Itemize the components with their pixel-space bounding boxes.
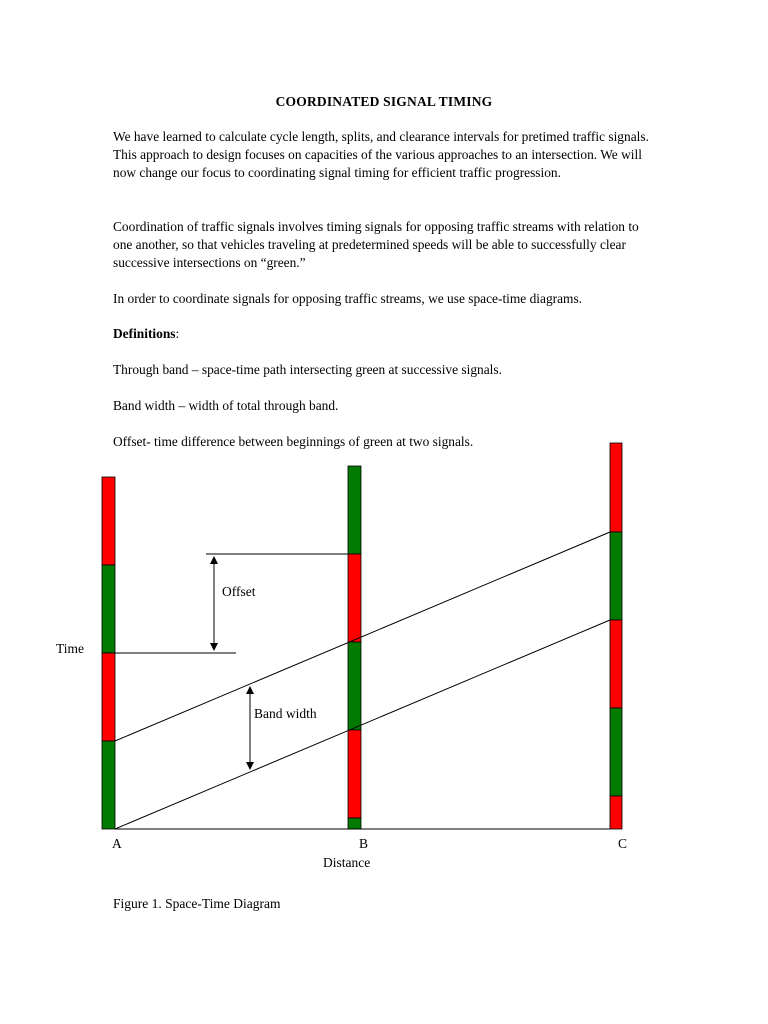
signal-c-green-phase-2 <box>610 708 622 796</box>
signal-c-green-phase-1 <box>610 532 622 620</box>
distance-axis-label: Distance <box>323 855 371 870</box>
signal-a-label: A <box>112 836 122 851</box>
signal-a-red-phase-2 <box>102 653 115 741</box>
signal-c-label: C <box>618 836 628 851</box>
signal-a-green-phase-2 <box>102 741 115 829</box>
figure-caption: Figure 1. Space-Time Diagram <box>113 896 281 911</box>
offset-label: Offset <box>222 584 256 599</box>
definitions-colon: : <box>175 326 180 341</box>
through-band-lower-line <box>115 620 610 829</box>
intro-paragraph: We have learned to calculate cycle length, splits, and clearance intervals for pretimed traffic signals. This approach to design focuses on capacities of the various approaches to an intersection. We will now change our focus to coordinating signal timing for efficient traffic progression. <box>113 129 649 180</box>
definition-offset: Offset- time difference between beginnings of green at two signals. <box>113 434 474 449</box>
signal-b-red-phase-2 <box>348 730 361 818</box>
signal-b-red-phase-1 <box>348 554 361 642</box>
signal-b-green-phase-3 <box>348 818 361 829</box>
through-band-upper-line <box>115 532 610 741</box>
document-title: COORDINATED SIGNAL TIMING <box>275 94 493 109</box>
time-axis-label: Time <box>56 641 85 656</box>
signal-a-green-phase-1 <box>102 565 115 653</box>
definitions-heading: Definitions <box>113 326 176 341</box>
definition-through-band: Through band – space-time path intersecting green at successive signals. <box>113 362 502 377</box>
signal-c-red-phase-3 <box>610 796 622 829</box>
coordination-paragraph: Coordination of traffic signals involves timing signals for opposing traffic streams with relation to one another, so that vehicles traveling at predetermined speeds will be able to successfully clear successive intersections on “green.” <box>113 219 639 270</box>
signal-c-red-phase-1 <box>610 443 622 532</box>
band-width-label: Band width <box>254 706 317 721</box>
signal-a-bar <box>102 477 115 829</box>
signal-b-green-phase-2 <box>348 642 361 730</box>
signal-b-bar <box>348 466 361 829</box>
signal-c-red-phase-2 <box>610 620 622 708</box>
definition-band-width: Band width – width of total through band. <box>113 398 339 413</box>
signal-b-green-phase-1 <box>348 466 361 554</box>
space-time-paragraph: In order to coordinate signals for opposing traffic streams, we use space-time diagrams. <box>113 291 583 306</box>
signal-b-label: B <box>359 836 369 851</box>
signal-c-bar <box>610 443 622 829</box>
signal-a-red-phase-1 <box>102 477 115 565</box>
